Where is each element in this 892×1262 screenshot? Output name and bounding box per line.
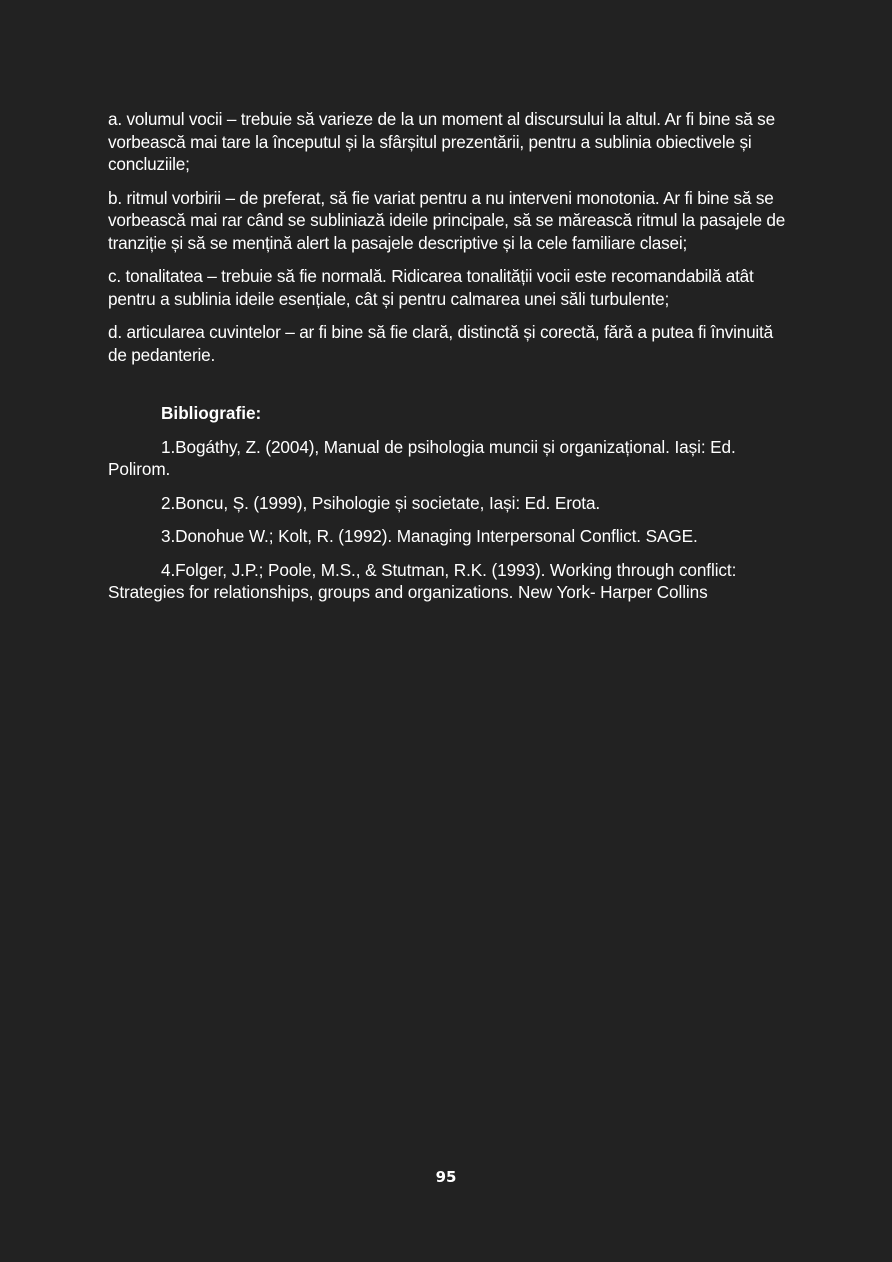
bibliography-item: 4.Folger, J.P.; Poole, M.S., & Stutman, R.K. (1993). Working through conflict: Strategies for relationships, groups and organizations. New York- Harper Collins	[108, 559, 737, 602]
paragraph-volume: a. volumul vocii – trebuie să varieze de la un moment al discursului la altul. Ar fi bine să se vorbească mai tare la începutul și la sfârșitul prezentării, pentru a sublinia obiectivele și concluziile;	[108, 109, 775, 174]
bibliography-item: 3.Donohue W.; Kolt, R. (1992). Managing Interpersonal Conflict. SAGE.	[161, 526, 698, 546]
bibliography-section	[108, 402, 788, 604]
document-page	[108, 108, 788, 615]
body-text	[108, 108, 788, 366]
bibliography-item: 2.Boncu, Ș. (1999), Psihologie și societate, Iași: Ed. Erota.	[161, 492, 601, 513]
bibliography-item: 1.Bogáthy, Z. (2004), Manual de psihologia muncii și organizațional. Iași: Ed. Polirom.	[108, 436, 736, 479]
paragraph-articulation: d. articularea cuvintelor – ar fi bine să fie clară, distinctă și corectă, fără a putea fi învinuită de pedanterie.	[108, 322, 773, 365]
paragraph-rhythm: b. ritmul vorbirii – de preferat, să fie variat pentru a nu interveni monotonia. Ar fi bine să se vorbească mai rar când se subliniază ideile principale, să se mărească ritmul la pasajele de tranziție și să se mențină alert la pasajele descriptive și la cele familiare clasei;	[108, 187, 786, 253]
bibliography-title: Bibliografie:	[161, 403, 262, 423]
paragraph-tonality: c. tonalitatea – trebuie să fie normală. Ridicarea tonalității vocii este recomandabilă atât pentru a sublinia ideile esențiale, cât și pentru calmarea unei săli turbulente;	[108, 266, 754, 309]
page-number: 95	[435, 1168, 457, 1186]
